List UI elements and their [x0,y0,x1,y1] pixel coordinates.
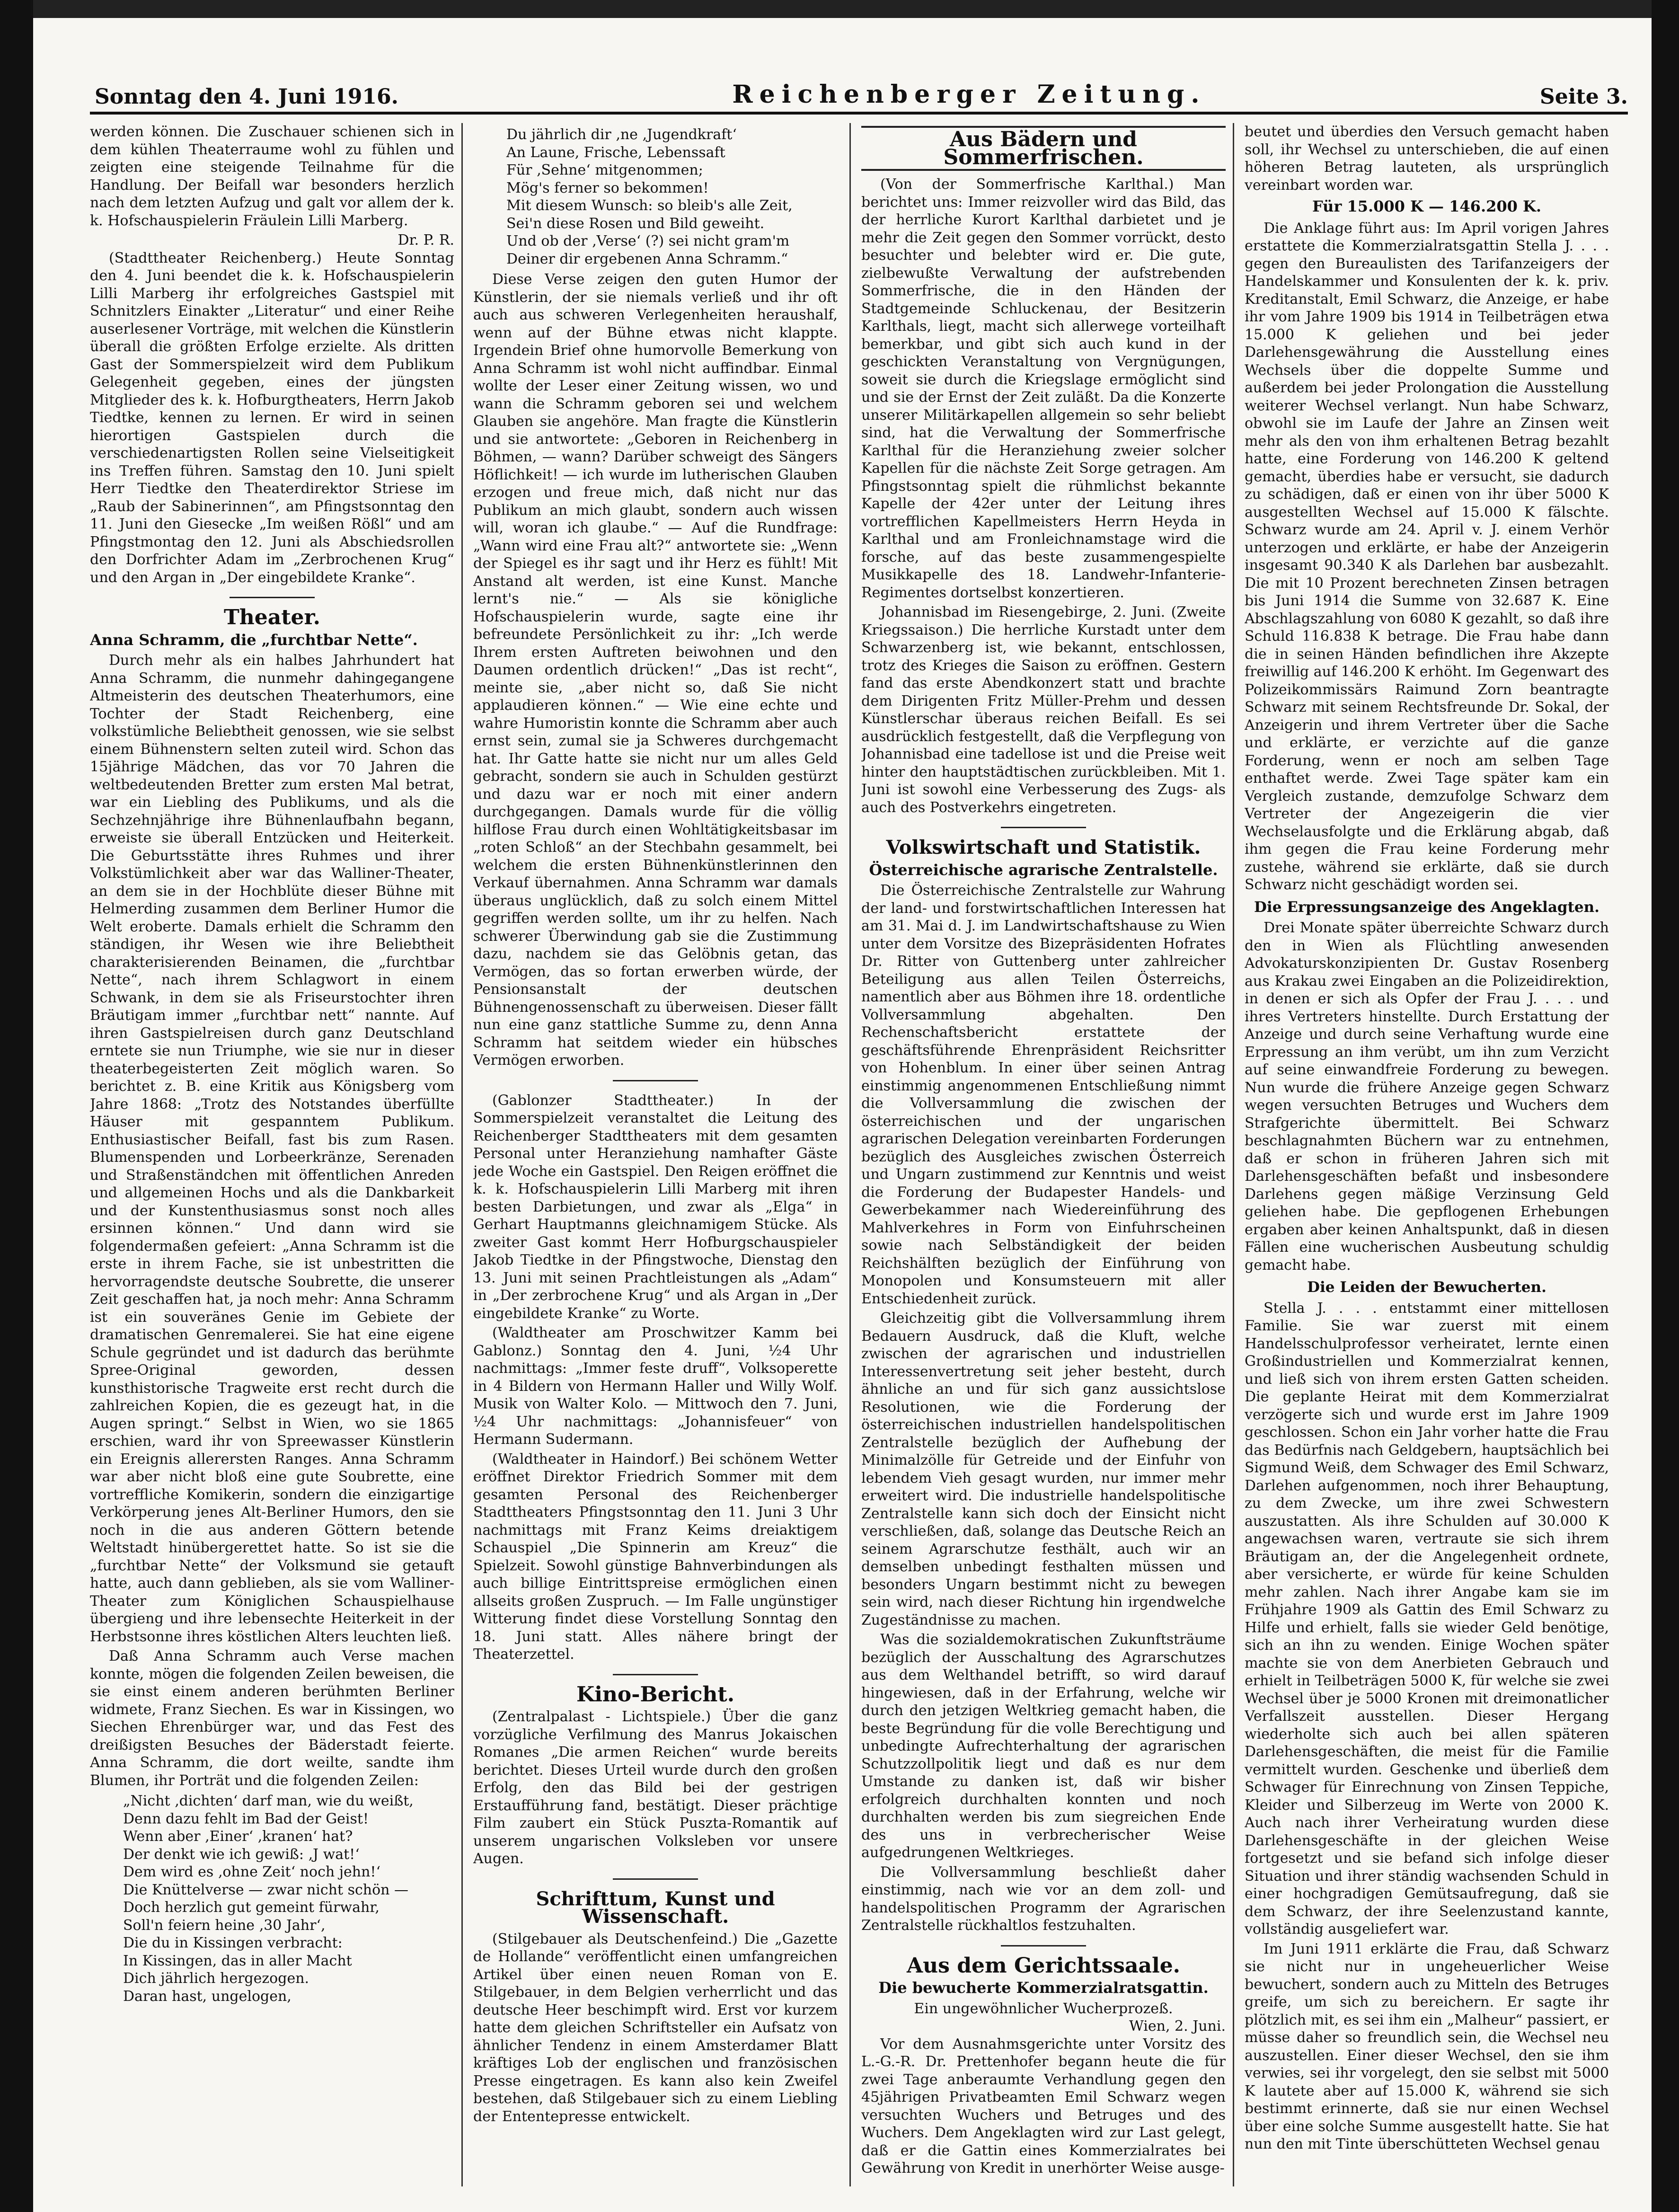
paragraph: Vor dem Ausnahmsgerichte unter Vorsitz des L.-G.-R. Dr. Prettenhofer begann heute die für zwei Tage anberaumte Verhandlung gegen den 45jährigen Privatbeamten Emil Schwarz wegen versuchten Wuchers und Betruges und des Wuchers. Dem Angeklagten wird zur Last gelegt, daß er die Gattin eines Kommerzialrates bei Gewährung von Kredit in unerhörter Weise ausge- [861,2035,1226,2177]
poem-line: Dem wird es ‚ohne Zeit‘ noch jehn!‘ [123,1864,381,1880]
section-heading-gerichtssaal: Aus dem Gerichtssaale. [906,1953,1180,1978]
subheading-amount: Für 15.000 K — 146.200 K. [1312,197,1541,215]
paragraph: (Gablonzer Stadttheater.) In der Sommerspielzeit veranstaltet die Leitung des Reichenberger Stadttheaters mit dem gesamten Personal unter Heranziehung namhafter Gäste jede Woche ein Gastspiel. Den Reigen eröffnet die k. k. Hofschauspielerin Lilli Marberg mit ihren besten Darbietungen, und zwar als „Elga“ in Gerhart Hauptmanns gleichnamigem Stücke. Als zweiter Gast kommt Herr Hofburgschauspieler Jakob Tiedtke in der Pfingstwoche, Dienstag den 13. Juni mit seinen Prachtleistungen als „Adam“ in „Der zerbrochene Krug“ und als Argan in „Der eingebildete Kranke“ zu Worte. [473,1092,838,1322]
poem-line: Sei'n diese Rosen und Bild geweiht. [506,215,765,232]
poem-line: Mit diesem Wunsch: so bleib's alle Zeit, [506,197,793,214]
divider [613,1080,698,1081]
column-4 [1245,123,1609,2196]
poem-line: Du jährlich dir ‚ne ‚Jugendkraft‘ [506,126,737,143]
poem-line: An Laune, Frische, Lebenssaft [506,144,725,161]
section-heading-volkswirtschaft: Volkswirtschaft und Statistik. [886,836,1201,858]
divider [613,1674,698,1675]
poem-line: Die du in Kissingen verbracht: [123,1935,343,1951]
paragraph: (Waldtheater in Haindorf.) Bei schönem Wetter eröffnet Direktor Friedrich Sommer mit dem gesamten Personal des Reichenberger Stadttheaters Pfingstsonntag den 11. Juni 3 Uhr nachmittags mit Franz Keims dreiaktigem Schauspiel „Die Spinnerin am Kreuz“ die Spielzeit. Sowohl günstige Bahnverbindungen als auch billige Eintrittspreise ermöglichen einen allseits großen Zuspruch. — Im Falle ungünstiger Witterung findet diese Vorstellung Sonntag den 18. Juni statt. Alles nähere bringt der Theaterzettel. [473,1451,838,1663]
column-rule [461,123,463,2186]
paragraph: Was die sozialdemokratischen Zukunftsträume bezüglich der Ausschaltung des Agrarschutzes aus dem Welthandel betrifft, so wird darauf hingewiesen, daß in der Erfahrung, welche wir durch den jetzigen Weltkrieg gemacht haben, die beste Begründung für die volle Berechtigung und unbedingte Aufrechterhaltung der agrarischen Schutzzollpolitik liegt und daß es nur dem Umstande zu danken ist, daß wir bisher erfolgreich durchhalten konnten und noch durchhalten werden bis zum siegreichen Ende des uns in verbrecherischer Weise aufgedrungenen Weltkrieges. [861,1631,1226,1861]
article-title: Österreichische agrarische Zentralstelle. [869,860,1218,879]
poem-line: Denn dazu fehlt im Bad der Geist! [123,1810,369,1827]
section-heading-theater: Theater. [223,605,320,629]
poem-line: Mög's ferner so bekommen! [506,179,709,196]
author-signature: Dr. P. R. [398,232,454,248]
section-heading-kino: Kino-Bericht. [576,1682,735,1707]
poem-line: Und ob der ‚Verse‘ (?) sei nicht gram'm [506,233,790,249]
poem-line: Der denkt wie ich gewiß: ‚J wat!‘ [123,1846,360,1863]
column-rule [849,123,851,2186]
paragraph: Gleichzeitig gibt die Vollversammlung ihrem Bedauern Ausdruck, daß die Kluft, welche zwischen der agrarischen und industriellen Interessenvertretung seit jeher besteht, durch ähnliche an und für sich ganz aussichtslose Resolutionen, wie die Forderung der österreichischen industriellen handelspolitischen Zentralstelle bezüglich der Aufhebung der Minimalzölle für Getreide und der Einfuhr von lebendem Vieh gesagt wurden, nur immer mehr erweitert wird. Die industrielle handelspolitische Zentralstelle kann sich doch der Einsicht nicht verschließen, daß, solange das Deutsche Reich an seinem Agrarschutze festhält, auch wir an demselben unbedingt festhalten müssen und besonders Ungarn bestimmt nicht zu bewegen sein wird, nach dieser Richtung hin irgendwelche Zugeständnisse zu machen. [861,1310,1226,1628]
divider [1001,827,1086,828]
paragraph: Im Juni 1911 erklärte die Frau, daß Schwarz sie nicht nur in ungeheuerlicher Weise bewuchert, sondern auch zu Mitteln des Betruges greife, um sich zu bereichern. Er sagte ihr plötzlich mit, es sei ihm ein „Malheur“ passiert, er müsse daher so freundlich sein, die Wechsel neu auszustellen. Einer dieser Wechsel, den sie ihm verwies, sei ihr vorgelegt, den sie selbst mit 5000 K lautete aber auf 15.000 K, während sie sich bestimmt erinnerte, daß sie nur einen Wechsel über eine solche Summe ausgestellt hatte. Sie hat nun den mit Tinte überschütteten Wechsel genau [1245,1940,1609,2152]
column-2 [473,123,838,2196]
poem-line: Deiner dir ergebenen Anna Schramm.“ [506,250,788,267]
paragraph: Diese Verse zeigen den guten Humor der Künstlerin, der sie niemals verließ und ihr oft auch aus schweren Verlegenheiten heraushalf, wenn auf der Bühne etwas nicht klappte. Irgendein Brief ohne humorvolle Bemerkung von Anna Schramm ist wohl nicht auffindbar. Einmal wollte der Leser einer Zeitung wissen, wo und wann die Schramm geboren sei und welchem Glauben sie angehöre. Man fragte die Künstlerin und sie antwortete: „Geboren in Reichenberg in Böhmen, — wann? Darüber schweigt des Sängers Höflichkeit! — ich wurde im lutherischen Glauben erzogen und freue mich, daß nicht nur das Publikum an mich glaubt, sondern auch wissen will, woran ich glaube.“ — Auf die Rundfrage: „Wann wird eine Frau alt?“ antwortete sie: „Wenn der Spiegel es ihr sagt und ihr Herz es fühlt! Mit Anstand alt werden, ist eine Kunst. Manche lernt's nie.“ — Als sie königliche Hofschauspielerin wurde, sagte eine ihr befreundete Persönlichkeit zu ihr: „Ich werde Ihrem ersten Auftreten beiwohnen und den Daumen ordentlich drücken!“ „Das ist recht“, meinte sie, „aber nicht so, daß Sie nicht applaudieren können.“ — Wie eine echte und wahre Humoristin konnte die Schramm aber auch ernst sein, zumal sie ja Schweres durchgemacht hat. Ihr Gatte hatte sie nicht nur um alles Geld gebracht, sondern sie auch in Schulden gestürzt und dazu war er noch mit einer andern durchgegangen. Damals wurde für die völlig hilflose Frau durch einen Wohltätigkeitsbasar im „roten Schloß“ an der Stechbahn gesammelt, bei welchem die ersten Bühnenkünstlerinnen den Verkauf übernahmen. Anna Schramm war damals überaus unglücklich, daß zu solch einem Mittel gegriffen werden sollte, um ihr zu helfen. Nach schwerer Überwindung gab sie die Zustimmung dazu, nachdem sie das Gelöbnis getan, das Vermögen, das so fortan erwerben würde, der Pensionsanstalt der deutschen Bühnengenossenschaft zu überweisen. Dieser fällt nun eine ganz stattliche Summe zu, denn Anna Schramm hat seitdem wieder ein hübsches Vermögen erworben. [473,271,838,1069]
article-subtitle: Ein ungewöhnlicher Wucherprozeß. [914,2000,1173,2017]
masthead-page-number: Seite 3. [1539,85,1628,109]
scan-edge-top [0,0,1679,18]
poem-line: In Kissingen, das in aller Macht [123,1952,352,1969]
paragraph: werden können. Die Zuschauer schienen sich in dem kühlen Theaterraume wohl zu fühlen und zeigten eine steigende Teilnahme für die Handlung. Der Beifall war besonders herzlich nach dem letzten Aufzug und galt vor allem der k. k. Hofschauspielerin Fräulein Lilli Marberg. [90,124,454,229]
paragraph: Drei Monate später überreichte Schwarz durch den in Wien als Flüchtling anwesenden Advokaturskonzipienten Dr. Gustav Rosenberg aus Krakau zwei Eingaben an die Polizeidirektion, in denen er sich als Opfer der Frau J. . . . und ihres Vertreters hinstellte. Durch Erstattung der Anzeige und durch seine Verhaftung wurde eine Erpressung an ihm verübt, um ihn zum Verzicht auf seine einwandfreie Forderung zu bewegen. Nun wurde die frühere Anzeige gegen Schwarz wegen versuchten Betruges und Wuchers dem Strafgerichte übermittelt. Bei Schwarz beschlagnahmten Büchern war zu entnehmen, daß er schon in früheren Jahren sich mit Darlehensgeschäften befaßt und insbesondere Darlehens gegen mäßige Verzinsung Geld geliehen habe. Die gepflogenen Erhebungen ergaben aber keinen Anhaltspunkt, daß in diesen Fällen eine wucherischen Ausbeutung schuldig gemacht habe. [1245,920,1609,1274]
paragraph: (Zentralpalast - Lichtspiele.) Über die ganz vorzügliche Verfilmung des Manrus Jokaischen Romanes „Die armen Reichen“ wurde bereits berichtet. Dieses Urteil wurde durch den großen Erfolg, den das Bild bei der gestrigen Erstaufführung fand, bestätigt. Dieser prächtige Film zaubert ein Stück Puszta-Romantik auf unserem ungarischen Volksleben vor unsere Augen. [473,1708,838,1867]
subheading: Die Leiden der Bewucherten. [1307,1279,1546,1296]
article-title: Anna Schramm, die „furchtbar Nette“. [90,630,418,649]
poem-line: Doch herzlich gut gemeint fürwahr, [123,1899,380,1916]
paragraph: (Von der Sommerfrische Karlthal.) Man berichtet uns: Immer reizvoller wird das Bild, das der herrliche Kurort Karlthal darbietet und je mehr die Zeit gegen den Sommer vorrückt, desto besuchter und belebter wird er. Die gute, zielbewußte Verwaltung der aufstrebenden Sommerfrische, die in den Händen der Stadtgemeinde Schluckenau, der Besitzerin Karlthals, liegt, macht sich allerwege vorteilhaft bemerkbar, und gibt sich auch kund in der geschickten Veranstaltung von Vergnügungen, soweit sie durch die Kriegslage ermöglicht sind und sie der Ernst der Zeit zuläßt. Da die Konzerte unserer Militärkapellen allgemein so sehr beliebt sind, hat die Verwaltung der Sommerfrische Karlthal für die Heranziehung zweier solcher Kapellen für die nächste Zeit Sorge getragen. Am Pfingstsonntag spielt die rühmlichst bekannte Kapelle der 42er unter der Leitung ihres vortrefflichen Kapellmeisters Herrn Heyda in Karlthal und am Fronleichnamstage wird die forsche, auf das beste zusammengespielte Musikkapelle des 18. Landwehr-Infanterie-Regimentes dortselbst konzertieren. [861,176,1226,601]
scan-edge-right [1652,0,1679,2212]
poem-line: Die Knüttelverse — zwar nicht schön — [123,1881,409,1898]
paragraph: Die Vollversammlung beschließt daher einstimmig, nach wie vor an dem zoll- und handelspolitischen Programm der Agrarischen Zentralstelle rückhaltlos festzuhalten. [861,1864,1226,1934]
paragraph: Daß Anna Schramm auch Verse machen konnte, mögen die folgenden Zeilen beweisen, die sie einst einem anderen berühmten Berliner widmete, Franz Siechen. Es war in Kissingen, wo Siechen Ehrenbürger war, und das Fest des dreißigsten Besuches der Bäderstadt feierte. Anna Schramm, die dort weilte, sandte ihm Blumen, ihr Porträt und die folgenden Zeilen: [90,1648,454,1789]
paragraph: (Waldtheater am Proschwitzer Kamm bei Gablonz.) Sonntag den 4. Juni, ½4 Uhr nachmittags: „Immer feste druff“, Volksoperette in 4 Bildern von Hermann Haller und Willy Wolf. Musik von Walter Kolo. — Mittwoch den 7. Juni, ½4 Uhr nachmittags: „Johannisfeuer“ von Hermann Sudermann. [473,1325,838,1448]
masthead-date: Sonntag den 4. Juni 1916. [95,85,398,109]
section-heading-schrifttum: Schrifttum, Kunst und Wissenschaft. [536,1887,775,1928]
paragraph: Die Anklage führt aus: Im April vorigen Jahres erstattete die Kommerzialratsgattin Stella J. . . . gegen den Bureaulisten des Tarifanzeigers der Handelskammer und Konsulenten der k. k. priv. Kreditanstalt, Emil Schwarz, die Anzeige, er habe ihr vom Jahre 1909 bis 1914 in Teilbeträgen etwa 15.000 K geliehen und bei jeder Darlehensgewährung die Ausstellung eines Wechsels über die doppelte Summe und außerdem bei jeder Prolongation die Ausstellung weiterer Wechsel verlangt. Nun habe Schwarz, obwohl sie im Laufe der Jahre an Zinsen weit mehr als den von ihm erhaltenen Betrag bezahlt hatte, eine Forderung von 146.200 K geltend gemacht, überdies habe er versucht, sie dadurch zu schädigen, daß er einen von ihr über 5000 K ausgestellten Wechsel auf 15.000 K fälschte. Schwarz wurde am 24. April v. J. einem Verhör unterzogen und erklärte, er habe der Anzeigerin insgesamt 90.340 K als Darlehen bar ausbezahlt. Die mit 10 Prozent berechneten Zinsen betragen bis Juni 1914 die Summe von 32.687 K. Eine Abschlagszahlung von 6080 K gezahlt, so daß ihre Schuld 116.838 K betrage. Die Frau habe dann die in seinen Händen befindlichen ihre Akzepte freiwillig auf 146.200 K erhöht. Im Gegenwart des Polizeikommissärs Raimund Zorn beantragte Schwarz mit seinem Rechtsfreunde Dr. Sokal, der Anzeigerin und ihrem Vertreter über die Sache und erklärte, er verzichte auf die ganze Forderung, wenn er noch am selben Tage enthaftet werde. Zwei Tage später kam ein Vergleich zustande, demzufolge Schwarz dem Vertreter der Angezeigerin die vier Wechselausfolgte und die Erklärung abgab, daß ihm gegen die Frau keine Forderung mehr zustehe, während sie erklärte, daß sie durch Schwarz nicht geschädigt worden sei. [1245,220,1609,893]
masthead-rule [90,112,1628,115]
poem-line: Soll'n feiern heine ‚30 Jahr‘, [123,1917,326,1934]
masthead-title: Reichenberger Zeitung. [732,80,1206,109]
paragraph: (Stilgebauer als Deutschenfeind.) Die „Gazette de Hollande“ veröffentlicht einen umfangreichen Artikel über einen neuen Roman von E. Stilgebauer, in dem Belgien verherrlicht und das deutsche Heer beschimpft wird. Erst vor kurzem hatte dem gleichen Schriftsteller ein Aufsatz von ähnlicher Tendenz in einem Amsterdamer Blatt kräftiges Lob der englischen und französischen Presse eingetragen. Es kann also kein Zweifel bestehen, daß Stilgebauer sich zu einem Liebling der Ententepresse entwickelt. [473,1930,838,2125]
paragraph: Die Österreichische Zentralstelle zur Wahrung der land- und forstwirtschaftlichen Interessen hat am 31. Mai d. J. im Landwirtschaftshause zu Wien unter dem Vorsitze des Bizepräsidenten Hofrates Dr. Ritter von Guttenberg unter zahlreicher Beteiligung aus allen Teilen Österreichs, namentlich aber aus Böhmen ihre 18. ordentliche Vollversammlung abgehalten. Den Rechenschaftsbericht erstattete der geschäftsführende Ehrenpräsident Reichsritter von Hohenblum. In einer über seinen Antrag einstimmig angenommenen Entschließung nimmt die Vollversammlung die zwischen der österreichischen und der ungarischen agrarischen Delegation vereinbarten Forderungen bezüglich des Ausgleiches zwischen Österreich und Ungarn zustimmend zur Kenntnis und weist die Forderung der Budapester Handels- und Gewerbekammer nach Wiedereinführung des Mahlverkehres in Form von Einfuhrscheinen sowie nach Selbständigkeit der beiden Reichshälften bezüglich der Einführung von Monopolen und Konsumsteuern mit aller Entschiedenheit zurück. [861,882,1226,1307]
divider [613,1878,698,1880]
poem-line: Daran hast, ungelogen, [123,1988,292,2005]
poem-line: Wenn aber ‚Einer‘ ‚kranen‘ hat? [123,1828,353,1845]
article-title: Die bewucherte Kommerzialratsgattin. [878,1979,1209,1997]
masthead [95,80,1628,109]
poem-line: Für ‚Sehne‘ mitgenommen; [506,162,703,178]
section-heading-baeder: Aus Bädern und Sommerfrischen. [861,126,1226,171]
column-rule [1233,123,1234,2186]
paragraph: Johannisbad im Riesengebirge, 2. Juni. (Zweite Kriegssaison.) Die herrliche Kurstadt unter dem Schwarzenberg ist, wie bekannt, entschlossen, trotz des Krieges die Saison zu eröffnen. Gestern fand das erste Abendkonzert statt und brachte dem Dirigenten Fritz Müller-Prehm und dessen Künstlerschar überaus reichen Beifall. Es sei ausdrücklich festgestellt, daß die Verpflegung von Johannisbad eine tadellose ist und die Preise weit hinter den hauptstädtischen zurückbleiben. Mit 1. Juni ist sowohl eine Verbesserung des Zugs- als auch des Postverkehrs eingetreten. [861,604,1226,816]
poem [473,126,838,268]
divider [1001,1945,1086,1947]
divider [230,597,315,598]
paragraph: beutet und überdies den Versuch gemacht haben soll, ihr Wechsel zu unterschieben, die auf einen höheren Betrag lauteten, als ursprünglich vereinbart worden war. [1245,124,1609,194]
subheading: Die Erpressungsanzeige des Angeklagten. [1254,898,1599,916]
scan-edge-left [0,0,33,2212]
paragraph: (Stadttheater Reichenberg.) Heute Sonntag den 4. Juni beendet die k. k. Hofschauspielerin Lilli Marberg ihr erfolgreiches Gastspiel mit Schnitzlers Einakter „Literatur“ und einer Reihe auserlesener Vorträge, mit welchen die Künstlerin überall die größten Erfolge erzielte. Als dritten Gast der Sommerspielzeit wird dem Publikum Gelegenheit gegeben, eines der jüngsten Mitglieder des k. k. Hofburgtheaters, Herrn Jakob Tiedtke, kennen zu lernen. Er wird in seinen hierortigen Gastspielen durch die verschiedenartigsten Rollen seine Vielseitigkeit ins Treffen führen. Samstag den 10. Juni spielt Herr Tiedtke den Theaterdirektor Striese im „Raub der Sabinerinnen“, am Pfingstsonntag den 11. Juni den Giesecke „Im weißen Rößl“ und am Pfingstmontag den 12. Juni als Abschiedsrollen den Dorfrichter Adam im „Zerbrochenen Krug“ und den Argan in „Der eingebildete Kranke“. [90,249,454,586]
paragraph: Durch mehr als ein halbes Jahrhundert hat Anna Schramm, die nunmehr dahingegangene Altmeisterin des deutschen Theaterhumors, eine Tochter der Stadt Reichenberg, eine volkstümliche Beliebtheit genossen, wie sie selbst einem Bühnenstern selten zuteil wird. Schon das 15jährige Mädchen, das vor 70 Jahren die weltbedeutenden Bretter zum ersten Mal betrat, war ein Liebling des Publikums, und als die Sechzehnjährige ihre Bühnenlaufbahn begann, erweiste sie überall Entzücken und Heiterkeit. Die Geburtsstätte ihres Ruhmes und ihrer Volkstümlichkeit aber war das Walliner-Theater, an dem sie in der Hochblüte dieser Bühne mit Helmerding zusammen dem Berliner Humor die Welt eroberte. Damals erhielt die Schramm den ständigen, ihr Wesen wie ihre Beliebtheit charakterisierenden Beinamen, die „furchtbar Nette“, nach ihrem Schlagwort in einem Schwank, in dem sie als Friseurstochter ihren Bräutigam immer „furchtbar nett“ nannte. Auf ihren Gastspielreisen durch ganz Deutschland erntete sie nun Triumphe, wie sie nur in dieser theaterbegeisterten Zeit möglich waren. So berichtet z. B. eine Kritik aus Königsberg vom Jahre 1868: „Trotz des Notstandes überfüllte Häuser mit gespanntem Publikum. Enthusiastischer Beifall, fast bis zum Rasen. Blumenspenden und Lorbeerkränze, Serenaden und Straßenständchen mit öffentlichen Anreden und allgemeinen Hochs und als die Dankbarkeit und der Kunstenthusiasmus sonst noch alles ersinnen können.“ Und dann wird sie folgendermaßen gefeiert: „Anna Schramm ist die erste in ihrem Fache, sie ist unbestritten die hervorragendste deutsche Soubrette, die unserer Zeit geschaffen hat, ja noch mehr: Anna Schramm ist ein souveränes Genie im Gebiete der dramatischen Genremalerei. Sie hat eine eigene Schule gegründet und ist dadurch das berühmte Spree-Original geworden, dessen kunsthistorische Tragweite erst recht durch die zahlreichen Kopien, die es gezeugt hat, in die Augen springt.“ Selbst in Wien, wo sie 1865 erschien, ward ihr von Spreewasser Künstlerin ein Ereignis allerersten Ranges. Anna Schramm war aber nicht bloß eine gute Soubrette, eine vortreffliche Komikerin, sondern die einzigartige Verkörperung jenes Alt-Berliner Humors, den sie noch in die aus anderen Göttern betende Weltstadt hinübergerettet hatte. So ist sie die „furchtbar Nette“ der Volksmund sie getauft hatte, auch dann geblieben, als sie vom Walliner-Theater zum Königlichen Schauspielhause übergieng und ihre lebensechte Heiterkeit in der Herbstsonne ihres köstlichen Alters leuchten ließ. [90,652,454,1645]
column-1 [90,123,454,2196]
poem [90,1792,454,2005]
paragraph: Stella J. . . . entstammt einer mittellosen Familie. Sie war zuerst mit einem Handelsschulprofessor verheiratet, lernte einen Großindustriellen und Kommerzialrat kennen, und ließ sich von ihrem ersten Gatten scheiden. Die geplante Heirat mit dem Kommerzialrat verzögerte sich und wurde erst im Jahre 1909 geschlossen. Schon ein Jahr vorher hatte die Frau das Bedürfnis nach Geldgebern, hauptsächlich bei Sigmund Weiß, dem Schwager des Emil Schwarz, Darlehen aufgenommen, noch ihrer Behauptung, zu dem Zwecke, um ihre zwei Schwestern auszustatten. Als ihre Schulden auf 30.000 K angewachsen waren, vertraute sie sich ihrem Bräutigam an, der die Angelegenheit ordnete, aber versicherte, er würde für keine Schulden mehr zahlen. Nach ihrer Angabe kam sie im Frühjahre 1909 als Gattin des Emil Schwarz zu Hilfe und erhielt, falls sie wieder Geld benötige, sich an ihn zu wenden. Einige Wochen später machte sie von dem Anerbieten Gebrauch und erhielt in Teilbeträgen 5000 K, für welche sie zwei Wechsel über je 5000 Kronen mit dreimonatlicher Verfallszeit ausstellen. Dieser Hergang wiederholte sich auch bei allen späteren Darlehensgeschäften, die meist für die Familie vermittelt wurden. Geschenke und überließ dem Schwager für Einrechnung von Zinsen Teppiche, Kleider und Silberzeug im Werte von 2000 K. Auch nach ihrer Verheiratung wurden diese Darlehensgeschäfte in der gleichen Weise fortgesetzt und sie befand sich infolge dieser Situation und ihrer ständig wachsenden Schuld in einer hochgradigen Gemütsaufregung, daß sie dem Schwarz, der ihre Seelenzustand kannte, vollständig ausgeliefert war. [1245,1300,1609,1938]
poem-line: Dich jährlich hergezogen. [123,1970,309,1987]
column-3 [861,123,1226,2196]
poem-line: „Nicht ‚dichten‘ darf man, wie du weißt, [123,1793,414,1809]
dateline: Wien, 2. Juni. [1129,2018,1226,2035]
